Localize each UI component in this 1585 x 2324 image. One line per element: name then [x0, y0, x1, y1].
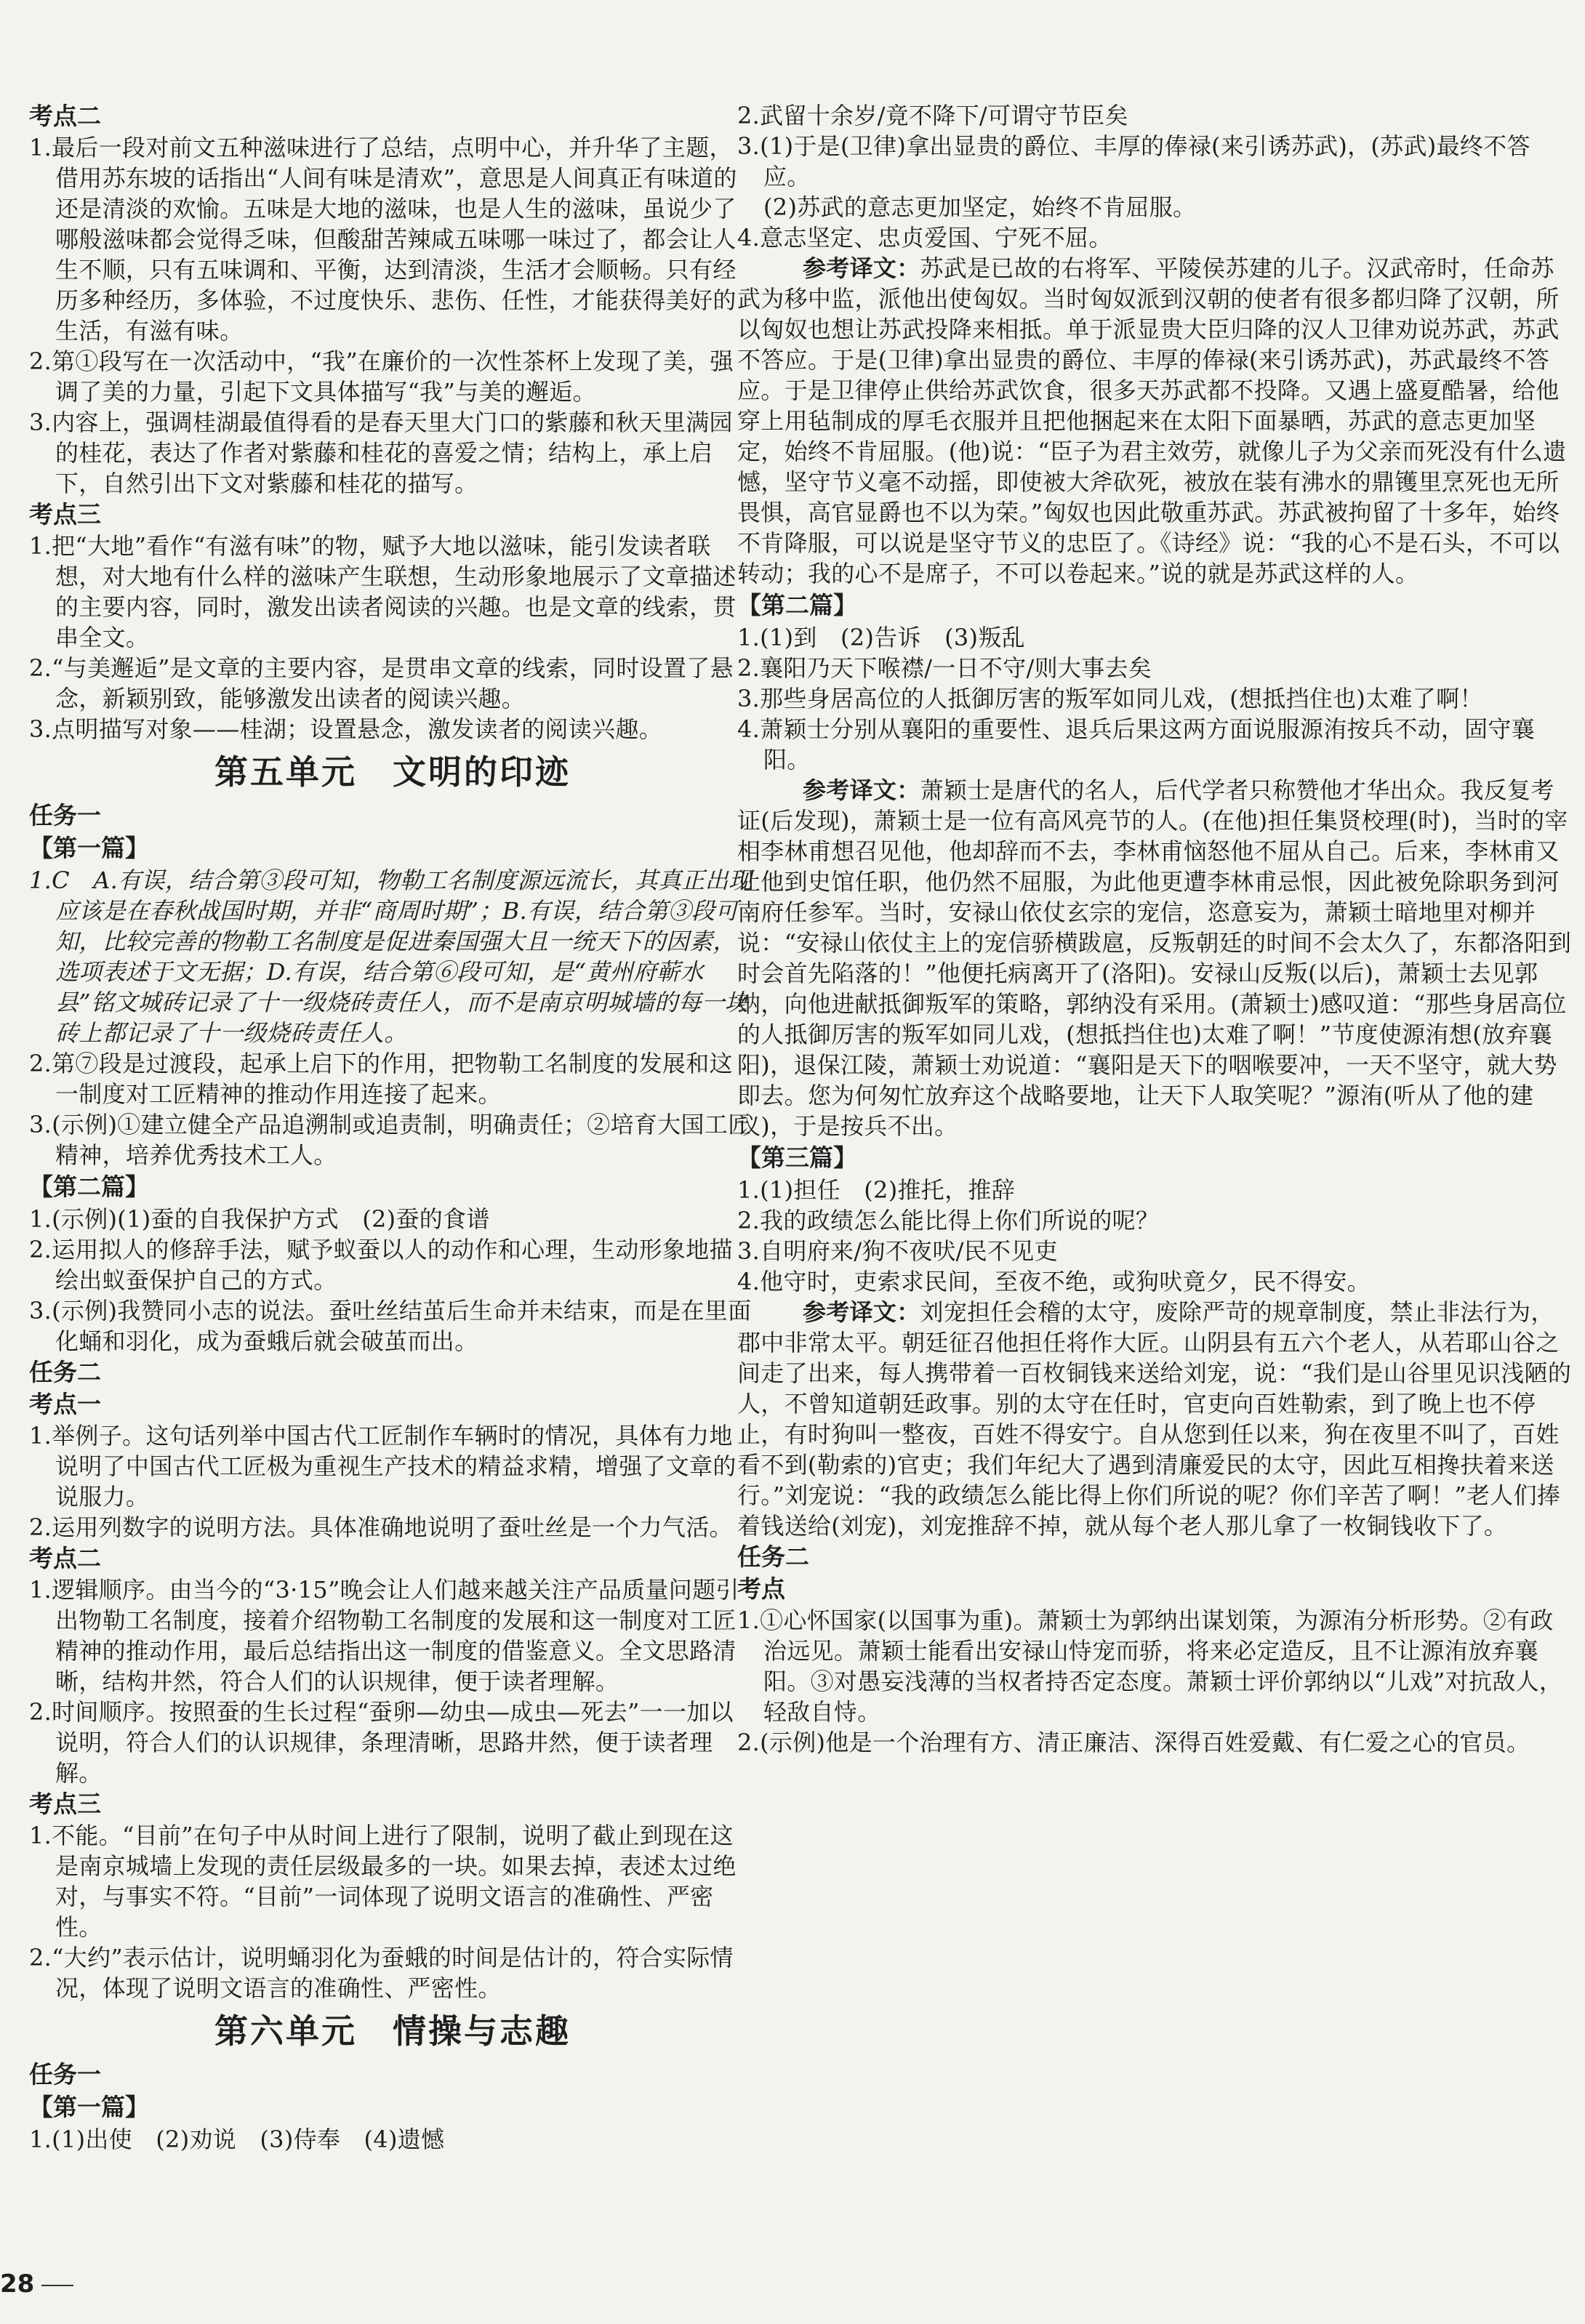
- answer-item: 4.他守时，吏索求民间，至夜不绝，或狗吠竟夕，民不得安。: [737, 1268, 1371, 1295]
- unit-title: 第五单元 文明的印迹: [214, 752, 571, 792]
- answer-item: 1.不能。“目前”在句子中从时间上进行了限制，说明了截止到现在这是南京城墙上发现的责任层级最多的一块。如果去掉，表述太过绝对，与事实不符。“目前”一词体现了说明文语言的准确性、严密性。: [29, 1822, 737, 1941]
- answer-item: 1.①心怀国家(以国事为重)。萧颖士为郭纳出谋划策，为源洧分析形势。②有政治远见。萧颖士能看出安禄山恃宠而骄，将来必定造反，且不让源洧放弃襄阳。③对愚妄浅薄的当权者持否定态度。萧颖士评价郭纳以“儿戏”对抗敌人，轻敌自恃。: [737, 1607, 1563, 1726]
- answer-item: 3.点明描写对象——桂湖；设置悬念，激发读者的阅读兴趣。: [29, 715, 662, 743]
- section-heading: 任务一: [29, 801, 101, 829]
- answer-item: 3.自明府来/狗不夜吠/民不见吏: [737, 1237, 1058, 1265]
- reference-translation: [737, 775, 1573, 1141]
- translation-label: 参考译文：: [803, 1298, 920, 1326]
- answer-item: 1.C A.有误，结合第③段可知，物勒工名制度源远流长，其真正出现应该是在春秋战国时期，并非“商周时期”；B.有误，结合第③段可知，比较完善的物勒工名制度是促进秦国强大且一统天下的因素，选项表述于文无据；D.有误，结合第⑥段可知，是“黄州府蕲水县”铭文城砖记录了十一级烧砖责任人，而不是南京明城墙的每一块砖上都记录了十一级烧砖责任人。: [29, 867, 753, 1047]
- answer-item: 3.(1)于是(卫律)拿出显贵的爵位、丰厚的俸禄(来引诱苏武)，(苏武)最终不答应。: [737, 132, 1530, 190]
- section-heading: 考点三: [29, 1790, 101, 1818]
- answer-item: 1.举例子。这句话列举中国古代工匠制作车辆时的情况，具体有力地说明了中国古代工匠极为重视生产技术的精益求精，增强了文章的说服力。: [29, 1422, 737, 1511]
- answer-item: 3.内容上，强调桂湖最值得看的是春天里大门口的紫藤和秋天里满园的桂花，表达了作者对紫藤和桂花的喜爱之情；结构上，承上启下，自然引出下文对紫藤和桂花的描写。: [29, 409, 733, 497]
- section-heading: 任务二: [29, 1358, 101, 1386]
- section-heading: 任务二: [737, 1543, 809, 1571]
- section-heading: 任务一: [29, 2060, 101, 2088]
- reference-translation: [737, 253, 1573, 589]
- translation-text: 刘宠担任会稽的太守，废除严苛的规章制度，禁止非法行为，郡中非常太平。朝廷征召他担任将作大匠。山阴县有五六个老人，从若耶山谷之间走了出来，每人携带着一百枚铜钱来送给刘宠，说：“我们是山谷里见识浅陋的人，不曾知道朝廷政事。别的太守在任时，官吏向百姓勒索，到了晚上也不停止，有时狗叫一整夜，百姓不得安宁。自从您到任以来，狗在夜里不叫了，百姓看不到(勒索的)官吏；我们年纪大了遇到清廉爱民的太守，因此互相搀扶着来送行。”刘宠说：“我的政绩怎么能比得上你们所说的呢？你们辛苦了啊！”老人们捧着钱送给(刘宠)，刘宠推辞不掉，就从每个老人那儿拿了一枚铜钱收下了。: [737, 1298, 1572, 1540]
- answer-item: 2.运用拟人的修辞手法，赋予蚁蚕以人的动作和心理，生动形象地描绘出蚁蚕保护自己的方式。: [29, 1236, 733, 1294]
- unit-title: 第六单元 情操与志趣: [214, 2011, 571, 2051]
- answer-item: 1.(示例)(1)蚕的自我保护方式 (2)蚕的食谱: [29, 1205, 490, 1233]
- answer-item: 2.我的政绩怎么能比得上你们所说的呢？: [737, 1207, 1160, 1234]
- answer-item: 1.(1)出使 (2)劝说 (3)侍奉 (4)遗憾: [29, 2126, 445, 2153]
- section-heading: 考点: [737, 1575, 785, 1603]
- right-column: [737, 100, 1573, 1758]
- answer-item: 2.“与美邂逅”是文章的主要内容，是贯串文章的线索，同时设置了悬念，新颖别致，能够激发出读者的阅读兴趣。: [29, 654, 734, 712]
- section-heading: 考点二: [29, 1544, 101, 1572]
- answer-item: 4.意志坚定、忠贞爱国、宁死不屈。: [737, 224, 1112, 252]
- answer-item: (2)苏武的意志更加坚定，始终不肯屈服。: [763, 193, 1197, 221]
- answer-item: 2.第①段写在一次活动中，“我”在廉价的一次性茶杯上发现了美，强调了美的力量，引起下文具体描写“我”与美的邂逅。: [29, 347, 734, 406]
- section-heading: 考点二: [29, 102, 101, 130]
- answer-item: 2.(示例)他是一个治理有方、清正廉洁、深得百姓爱戴、有仁爱之心的官员。: [737, 1729, 1530, 1756]
- sub-section-heading: 【第三篇】: [737, 1143, 857, 1172]
- answer-item: 2.“大约”表示估计，说明蛹羽化为蚕蛾的时间是估计的，符合实际情况，体现了说明文语言的准确性、严密性。: [29, 1944, 734, 2002]
- sub-section-heading: 【第二篇】: [29, 1173, 149, 1201]
- translation-label: 参考译文：: [803, 776, 920, 804]
- translation-label: 参考译文：: [803, 254, 920, 282]
- answer-item: 1.最后一段对前文五种滋味进行了总结，点明中心，并升华了主题，借用苏东坡的话指出“人间有味是清欢”，意思是人间真正有味道的还是清淡的欢愉。五味是大地的滋味，也是人生的滋味，虽说少了哪般滋味都会觉得乏味，但酸甜苦辣咸五味哪一味过了，都会让人生不顺，只有五味调和、平衡，达到清淡，生活才会顺畅。只有经历多种经历，多体验，不过度快乐、悲伤、任性，才能获得美好的生活，有滋有味。: [29, 134, 737, 345]
- answer-item: 2.时间顺序。按照蚕的生长过程“蚕卵—幼虫—成虫—死去”一一加以说明，符合人们的认识规律，条理清晰，思路井然，便于读者理解。: [29, 1698, 734, 1787]
- translation-text: 萧颖士是唐代的名人，后代学者只称赞他才华出众。我反复考证(后发现)，萧颖士是一位有高风亮节的人。(在他)担任集贤校理(时)，当时的宰相李林甫想召见他，他却辞而不去，李林甫恼怒他不屈从自己。后来，李林甫又让他到史馆任职，他仍然不屈服，为此他更遭李林甫忌恨，因此被免除职务到河南府任参军。当时，安禄山依仗玄宗的宠信，恣意妄为，萧颖士暗地里对柳并说：“安禄山依仗主上的宠信骄横跋扈，反叛朝廷的时间不会太久了，东都洛阳到时会首先陷落的！”他便托病离开了(洛阳)。安禄山反叛(以后)，萧颖士去见郭纳，向他进献抵御叛军的策略，郭纳没有采用。(萧颖士)感叹道：“那些身居高位的人抵御厉害的叛军如同儿戏，(想抵挡住也)太难了啊！”节度使源洧想(放弃襄阳)，退保江陵，萧颖士劝说道：“襄阳是天下的咽喉要冲，一天不坚守，就大势即去。您为何匆忙放弃这个战略要地，让天下人取笑呢？”源洧(听从了他的建议)，于是按兵不出。: [737, 776, 1572, 1140]
- answer-item: 1.把“大地”看作“有滋有味”的物，赋予大地以滋味，能引发读者联想，对大地有什么样的滋味产生联想，生动形象地展示了文章描述的主要内容，同时，激发出读者阅读的兴趣。也是文章的线索，贯串全文。: [29, 532, 737, 651]
- answer-item: 3.(示例)我赞同小志的说法。蚕吐丝结茧后生命并未结束，而是在里面化蛹和羽化，成为蚕蛾后就会破茧而出。: [29, 1297, 752, 1355]
- answer-item: 2.襄阳乃天下喉襟/一日不守/则大事去矣: [737, 654, 1152, 682]
- reference-translation: [737, 1297, 1573, 1541]
- answer-item: 1.逻辑顺序。由当今的“3·15”晚会让人们越来越关注产品质量问题引出物勒工名制度，接着介绍物勒工名制度的发展和这一制度对工匠精神的推动作用，最后总结指出这一制度的借鉴意义。全文思路清晰，结构井然，符合人们的认识规律，便于读者理解。: [29, 1576, 739, 1695]
- answer-item: 3.(示例)①建立健全产品追溯制或追责制，明确责任；②培育大国工匠精神，培养优秀技术工人。: [29, 1111, 752, 1169]
- section-heading: 考点一: [29, 1390, 101, 1418]
- answer-item: 4.萧颖士分别从襄阳的重要性、退兵后果这两方面说服源洧按兵不动，固守襄阳。: [737, 715, 1536, 773]
- answer-item: 2.运用列数字的说明方法。具体准确地说明了蚕吐丝是一个力气活。: [29, 1513, 733, 1541]
- sub-section-heading: 【第一篇】: [29, 2093, 149, 2121]
- left-column: [29, 100, 756, 2155]
- sub-section-heading: 【第二篇】: [737, 591, 857, 619]
- answer-item: 2.第⑦段是过渡段，起承上启下的作用，把物勒工名制度的发展和这一制度对工匠精神的推动作用连接了起来。: [29, 1050, 733, 1108]
- answer-item: 1.(1)担任 (2)推托，推辞: [737, 1176, 1015, 1204]
- section-heading: 考点三: [29, 500, 101, 528]
- translation-text: 苏武是已故的右将军、平陵侯苏建的儿子。汉武帝时，任命苏武为移中监，派他出使匈奴。当时匈奴派到汉朝的使者有很多都归降了汉朝，所以匈奴也想让苏武投降来相抵。单于派显贵大臣归降的汉人卫律劝说苏武，苏武不答应。于是(卫律)拿出显贵的爵位、丰厚的俸禄(来引诱苏武)，苏武最终不答应。于是卫律停止供给苏武饮食，很多天苏武都不投降。又遇上盛夏酷暑，给他穿上用毡制成的厚毛衣服并且把他捆起来在太阳下面暴晒，苏武的意志更加坚定，始终不肯屈服。(他)说：“臣子为君主效劳，就像儿子为父亲而死没有什么遗憾，坚守节义毫不动摇，即使被大斧砍死，被放在装有沸水的鼎镬里烹死也无所畏惧，高官显爵也不以为荣。”匈奴也因此敬重苏武。苏武被拘留了十多年，始终不肯降服，可以说是坚守节义的忠臣了。《诗经》说：“我的心不是石头，不可以转动；我的心不是席子，不可以卷起来。”说的就是苏武这样的人。: [737, 254, 1567, 587]
- page-number: 28: [0, 2269, 73, 2299]
- answer-item: 2.武留十余岁/竟不降下/可谓守节臣矣: [737, 102, 1128, 129]
- answer-item: 3.那些身居高位的人抵御厉害的叛军如同儿戏，(想抵挡住也)太难了啊！: [737, 685, 1483, 712]
- answer-item: 1.(1)到 (2)告诉 (3)叛乱: [737, 624, 1025, 651]
- sub-section-heading: 【第一篇】: [29, 834, 149, 862]
